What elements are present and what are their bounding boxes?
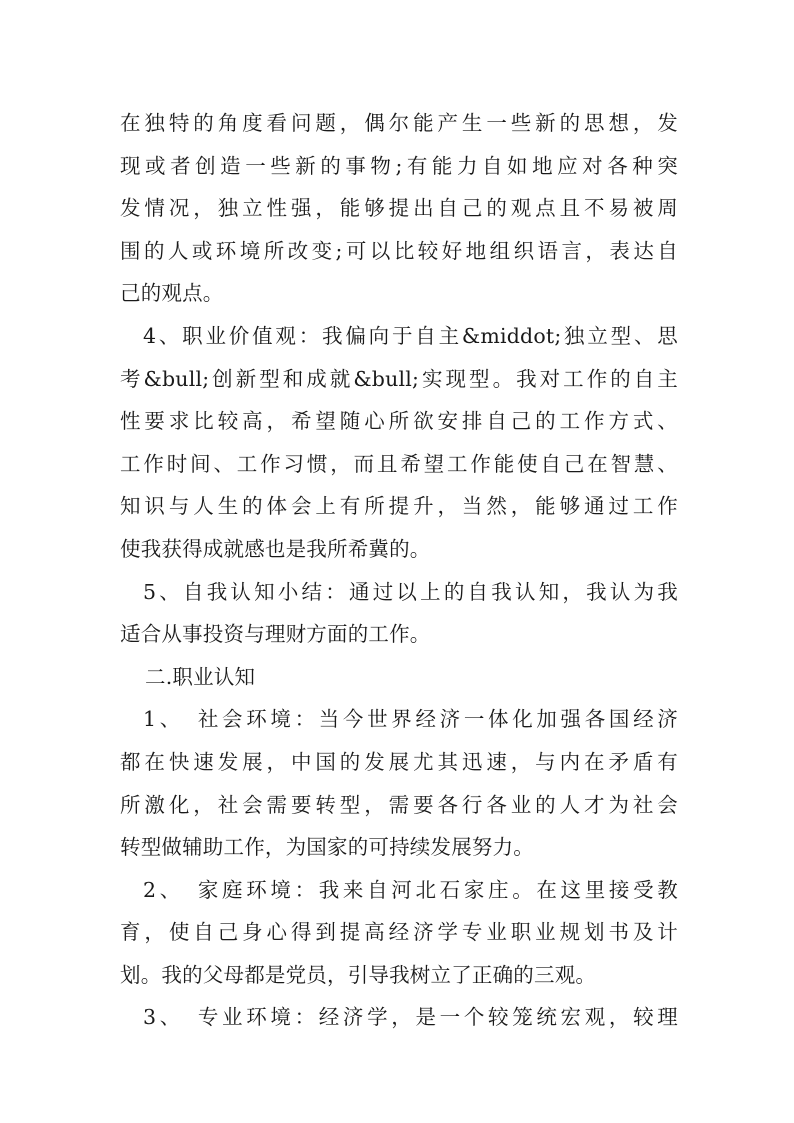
text-line: 划。我的父母都是党员，引导我树立了正确的三观。 [120,962,597,987]
text-line: 发情况，独立性强，能够提出自己的观点且不易被周 [120,196,678,221]
paragraph-career-values: 4、职业价值观：我偏向于自主&middot;独立型、思 [143,323,678,348]
text-line: 育，使自己身心得到提高经济学专业职业规划书及计 [120,920,678,945]
text-line: 现或者创造一些新的事物;有能力自如地应对各种突 [120,153,678,178]
text-line: 考&bull;创新型和成就&bull;实现型。我对工作的自主 [120,366,678,391]
text-line: 使我获得成就感也是我所希冀的。 [120,536,431,561]
text-line: 己的观点。 [120,281,224,306]
document-body [120,102,678,1039]
paragraph-professional-environment: 3、 专业环境：经济学，是一个较笼统宏观，较理 [143,1005,678,1030]
text-line: 所激化，社会需要转型，需要各行各业的人才为社会 [120,792,678,817]
text-line: 在独特的角度看问题，偶尔能产生一些新的思想，发 [120,111,678,135]
text-line: 性要求比较高，希望随心所欲安排自己的工作方式、 [120,409,678,434]
text-line: 知识与人生的体会上有所提升，当然，能够通过工作 [120,494,678,519]
paragraph-self-summary: 5、自我认知小结：通过以上的自我认知，我认为我 [143,579,678,604]
paragraph-family-environment: 2、 家庭环境：我来自河北石家庄。在这里接受教 [143,877,678,902]
text-line: 围的人或环境所改变;可以比较好地组织语言，表达自 [120,238,678,263]
text-line: 工作时间、工作习惯，而且希望工作能使自己在智慧、 [120,451,678,476]
section-heading: 二.职业认知 [145,664,256,689]
paragraph-social-environment: 1、 社会环境：当今世界经济一体化加强各国经济 [143,707,678,732]
text-line: 转型做辅助工作，为国家的可持续发展努力。 [120,835,534,860]
text-line: 都在快速发展，中国的发展尤其迅速，与内在矛盾有 [120,749,678,774]
text-line: 适合从事投资与理财方面的工作。 [120,622,431,647]
